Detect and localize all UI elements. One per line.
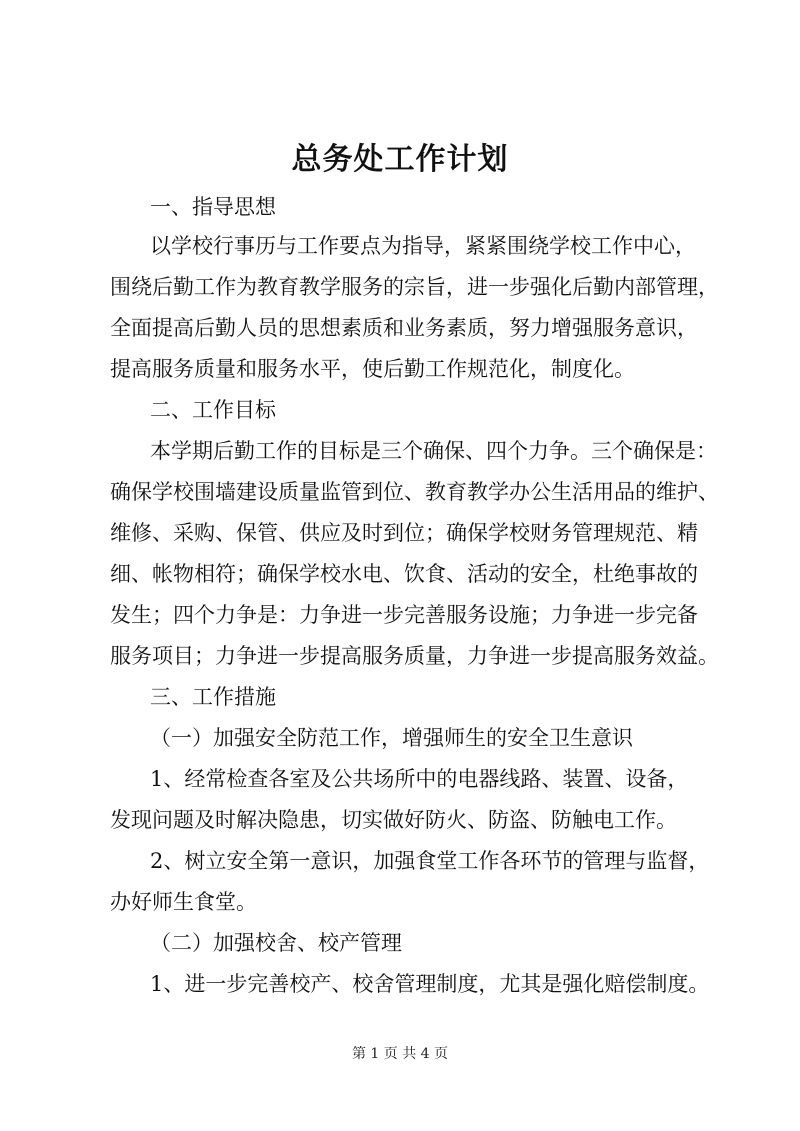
section-heading-work-measures: 三、工作措施	[150, 685, 276, 709]
paragraph-line: 发现问题及时解决隐患，切实做好防火、防盗、防触电工作。	[110, 808, 677, 832]
paragraph-line: 全面提高后勤人员的思想素质和业务素质，努力增强服务意识，	[110, 316, 698, 340]
paragraph-line: 1、进一步完善校产、校舍管理制度，尤其是强化赔偿制度。	[150, 972, 710, 996]
paragraph-line: 发生；四个力争是：力争进一步完善服务设施；力争进一步完备	[110, 603, 698, 627]
paragraph-line: 以学校行事历与工作要点为指导，紧紧围绕学校工作中心，	[150, 234, 696, 258]
section-heading-guiding-ideology: 一、指导思想	[150, 195, 276, 219]
paragraph-line: 本学期后勤工作的目标是三个确保、四个力争。三个确保是：	[150, 439, 717, 463]
paragraph-line: 1、经常检查各室及公共场所中的电器线路、装置、设备，	[150, 767, 689, 791]
section-heading-work-goals: 二、工作目标	[150, 398, 276, 422]
sub-heading-school-property: （二）加强校舍、校产管理	[150, 931, 402, 955]
paragraph-line: 围绕后勤工作为教育教学服务的宗旨，进一步强化后勤内部管理，	[110, 275, 719, 299]
paragraph-line: 2、树立安全第一意识，加强食堂工作各环节的管理与监督，	[150, 849, 710, 873]
document-title: 总务处工作计划	[291, 142, 509, 177]
paragraph-line: 细、帐物相符；确保学校水电、饮食、活动的安全，杜绝事故的	[110, 562, 698, 586]
paragraph-line: 提高服务质量和服务水平，使后勤工作规范化，制度化。	[110, 357, 635, 381]
sub-heading-safety: （一）加强安全防范工作，增强师生的安全卫生意识	[150, 726, 633, 750]
paragraph-line: 确保学校围墙建设质量监管到位、教育教学办公生活用品的维护、	[110, 480, 719, 504]
paragraph-line: 服务项目；力争进一步提高服务质量，力争进一步提高服务效益。	[110, 644, 719, 668]
paragraph-line: 维修、采购、保管、供应及时到位；确保学校财务管理规范、精	[110, 521, 698, 545]
page-footer: 第 1 页 共 4 页	[351, 1046, 449, 1062]
paragraph-line: 办好师生食堂。	[110, 890, 257, 914]
